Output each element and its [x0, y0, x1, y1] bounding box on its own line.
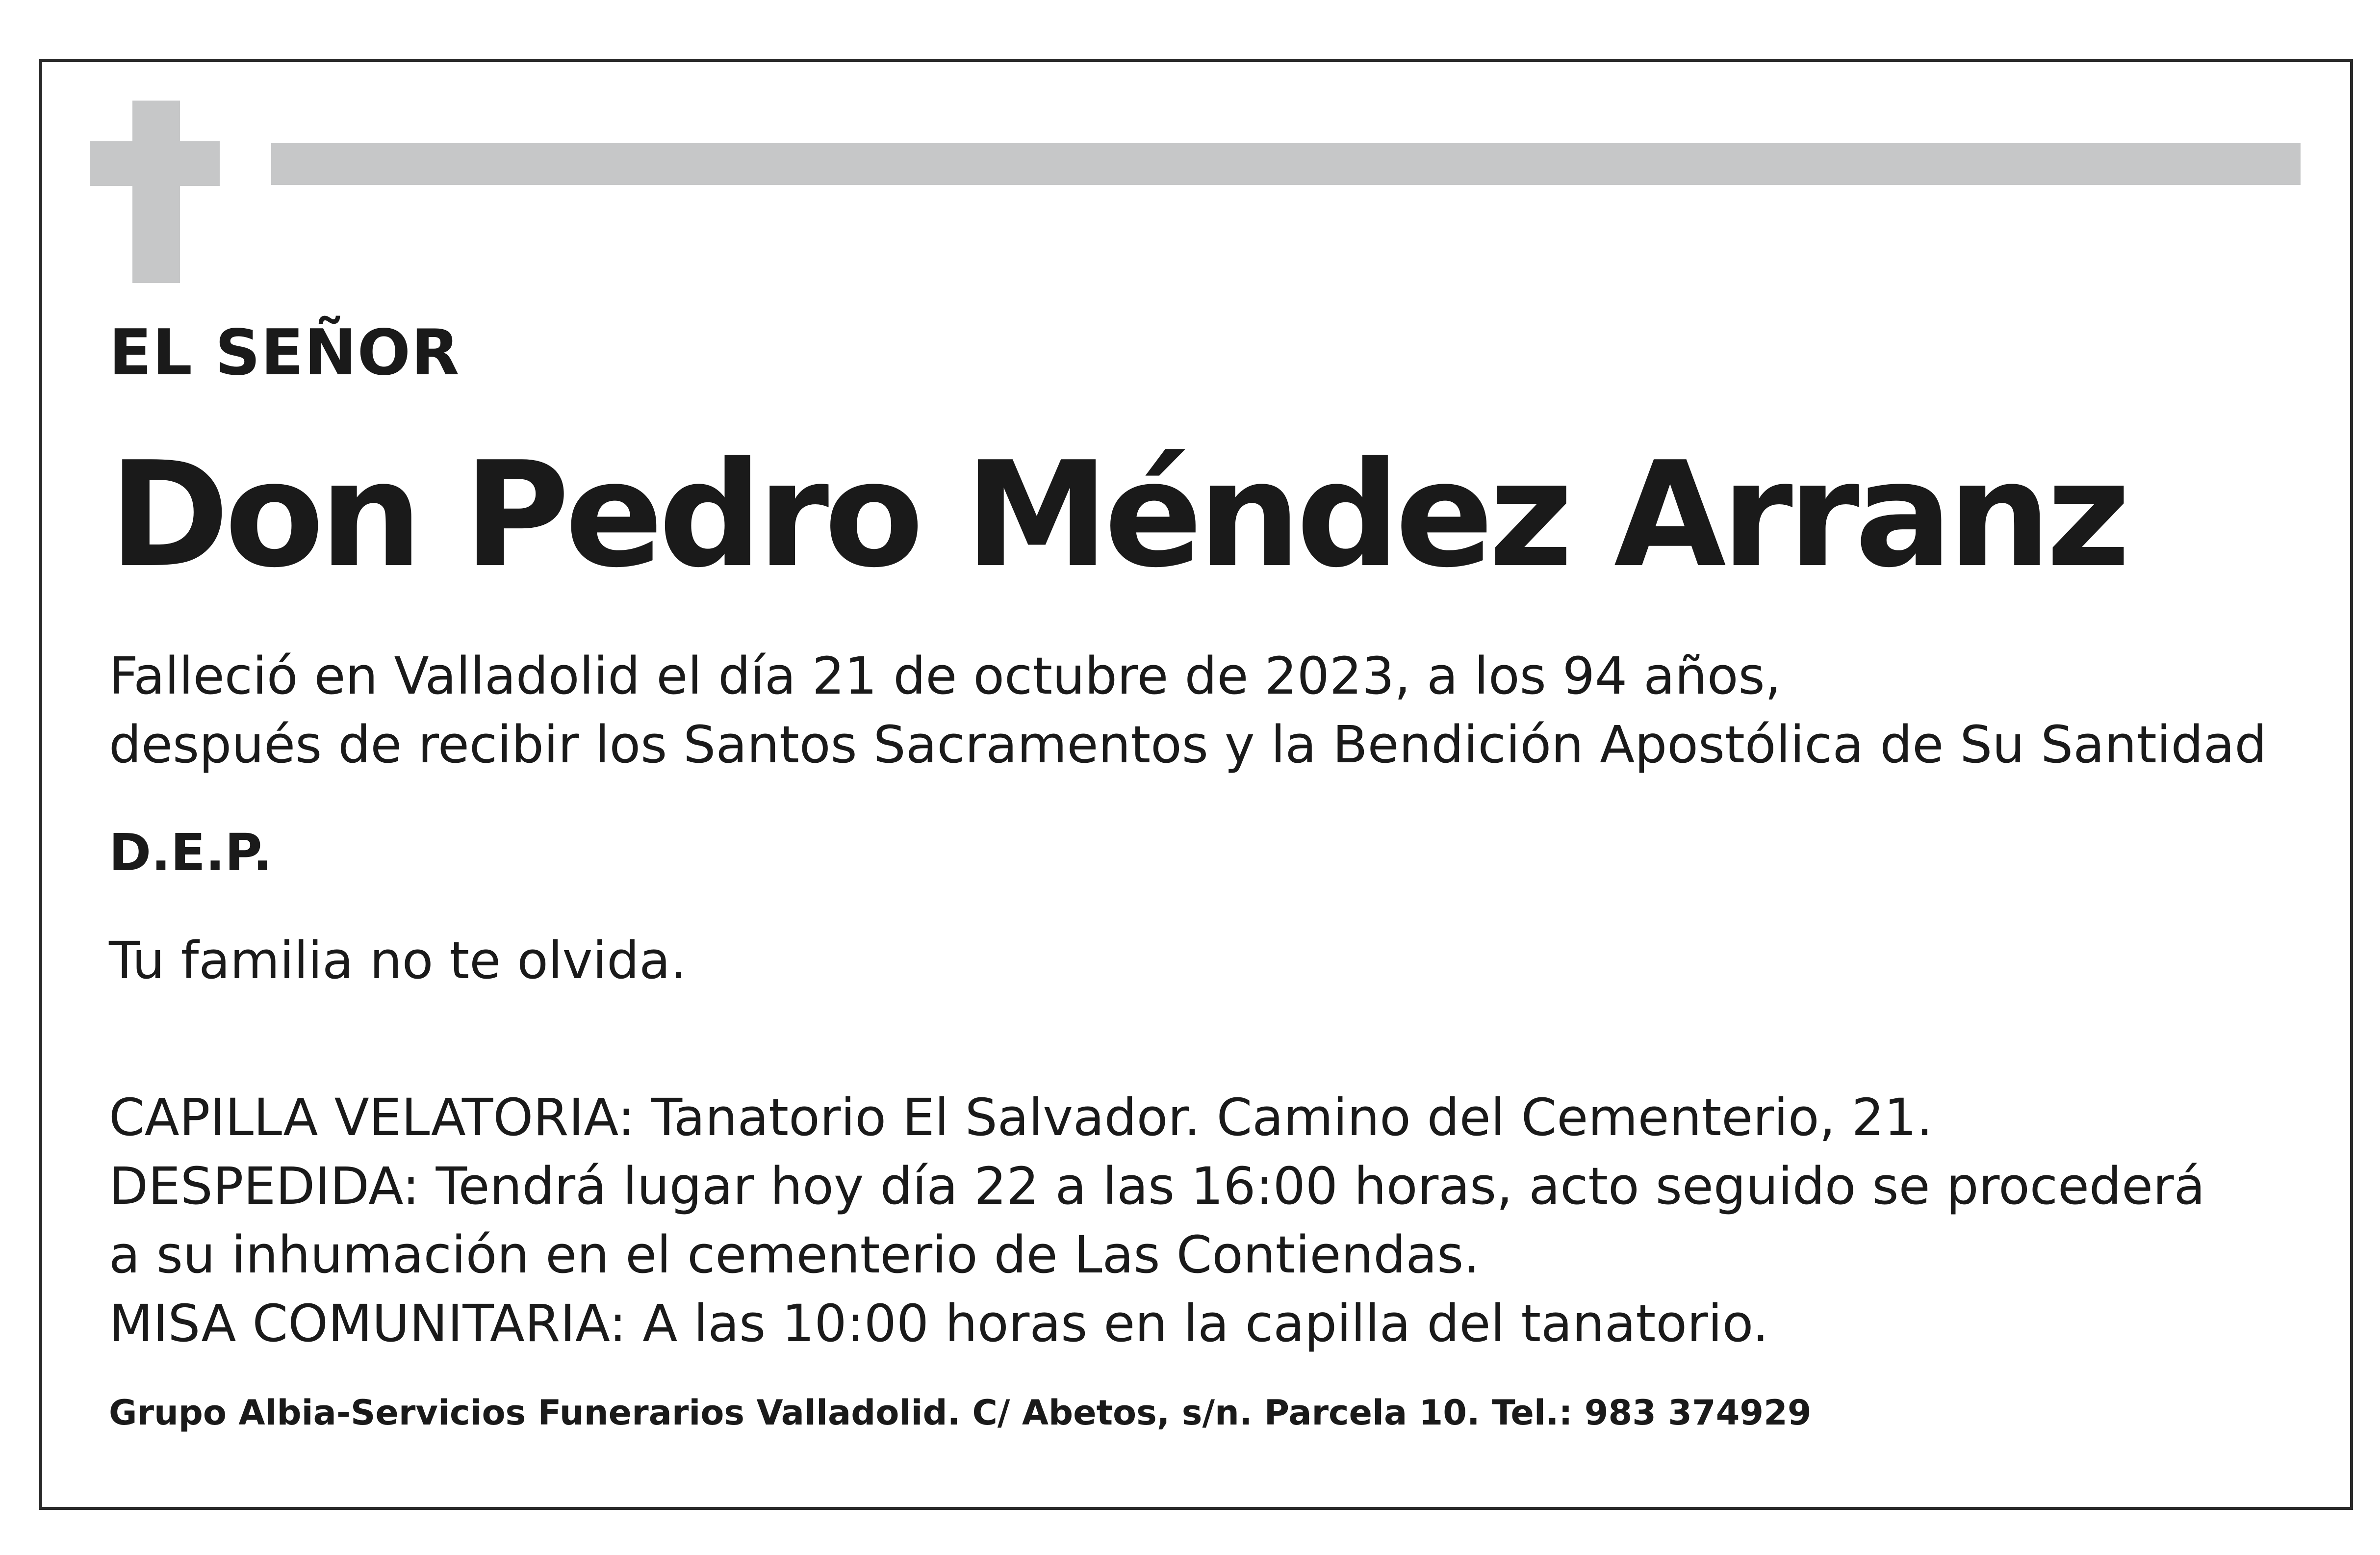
- dep-label: D.E.P.: [109, 823, 273, 882]
- funeral-home-footer: Grupo Albia-Servicios Funerarios Valladolid. C/ Abetos, s/n. Parcela 10. Tel.: 983 374929: [109, 1393, 1812, 1433]
- family-message: Tu familia no te olvida.: [109, 931, 687, 990]
- title-label: EL SEÑOR: [109, 316, 460, 389]
- service-line: DESPEDIDA: Tendrá lugar hoy día 22 a las 16:00 horas, acto seguido se procederá: [109, 1156, 2205, 1216]
- death-notice-line: después de recibir los Santos Sacramentos y la Bendición Apostólica de Su Santidad: [109, 715, 2267, 775]
- service-line: CAPILLA VELATORIA: Tanatorio El Salvador. Camino del Cementerio, 21.: [109, 1088, 1933, 1147]
- cross-icon: [132, 101, 180, 283]
- header-divider-bar: [271, 143, 2301, 185]
- service-line: MISA COMUNITARIA: A las 10:00 horas en la capilla del tanatorio.: [109, 1294, 1769, 1353]
- service-line: a su inhumación en el cementerio de Las Contiendas.: [109, 1225, 1480, 1285]
- death-notice-line: Falleció en Valladolid el día 21 de octubre de 2023, a los 94 años,: [109, 646, 1781, 706]
- deceased-name: Don Pedro Méndez Arranz: [109, 430, 2126, 599]
- cross-icon-arm: [90, 141, 220, 186]
